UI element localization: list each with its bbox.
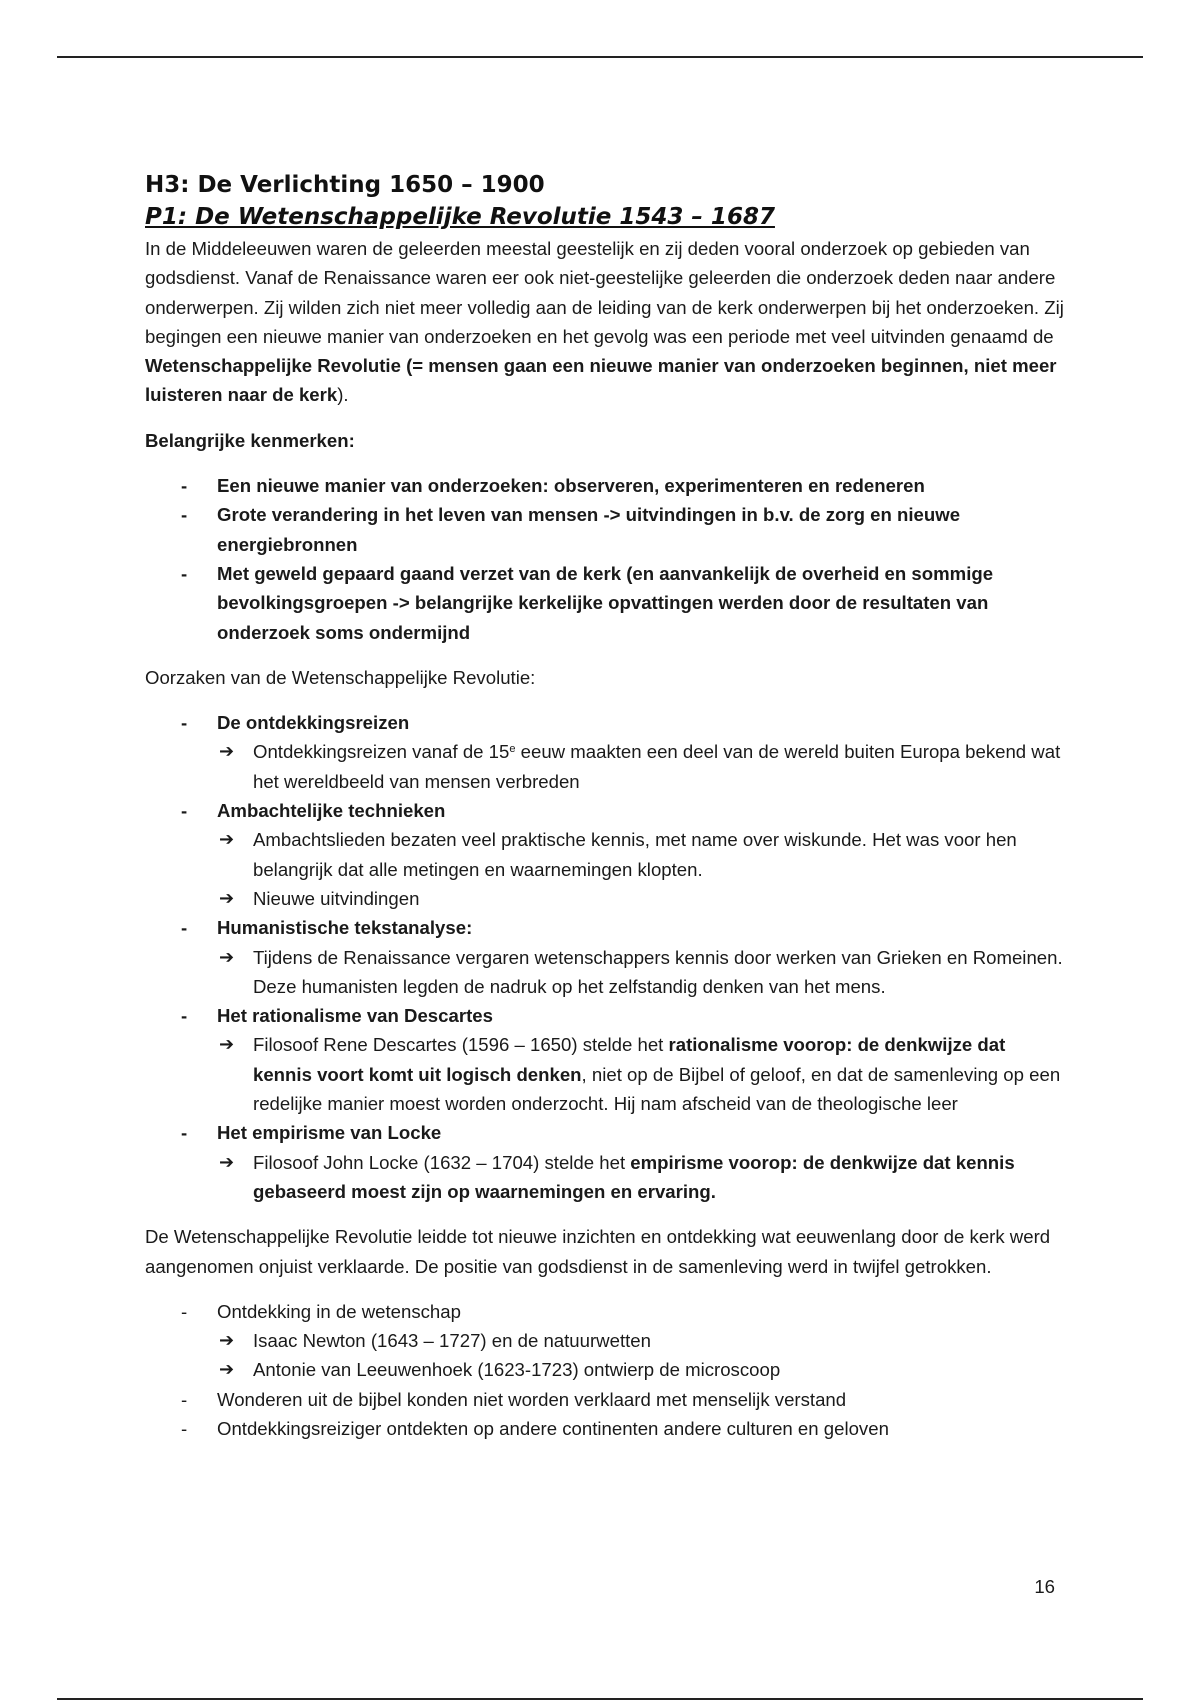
oorzaak-title: Het empirisme van Locke bbox=[217, 1122, 442, 1144]
sub-item-bold: empirisme voorop: de denkwijze dat kennis gebaseerd moest zijn op waarnemingen en ervaring. bbox=[253, 1151, 1015, 1202]
list-item-text: Een nieuwe manier van onderzoeken: observeren, experimenteren en redeneren bbox=[217, 475, 925, 497]
list-item-text: Grote verandering in het leven van mensen -> uitvindingen in b.v. de zorg en nieuwe energiebronnen bbox=[217, 504, 961, 555]
sub-item bbox=[217, 943, 1065, 1002]
section-title: P1: De Wetenschappelijke Revolutie 1543 – 1687 bbox=[145, 204, 775, 230]
sub-item-text: Antonie van Leeuwenhoek (1623-1723) ontwierp de microscoop bbox=[253, 1359, 781, 1381]
dash-bullet: - bbox=[181, 475, 188, 497]
page-number: 16 bbox=[1034, 1576, 1055, 1597]
sub-item-bold: rationalisme voorop: de denkwijze dat kennis voort komt uit logisch denken bbox=[253, 1034, 1006, 1085]
arrow-right-icon: ➔ bbox=[219, 1151, 235, 1173]
sub-list bbox=[217, 1326, 1065, 1385]
oorzaak-title: Ambachtelijke technieken bbox=[217, 800, 446, 822]
arrow-right-icon: ➔ bbox=[219, 946, 235, 968]
sub-item bbox=[217, 884, 1065, 913]
kenmerken-list bbox=[145, 471, 1065, 647]
intro-bold-term: Wetenschappelijke Revolutie (= mensen gaan een nieuwe manier van onderzoeken beginnen, niet meer luisteren naar de kerk bbox=[145, 355, 1057, 406]
list-item bbox=[145, 1118, 1065, 1206]
list-item-text: Met geweld gepaard gaand verzet van de kerk (en aanvankelijk de overheid en sommige bevolkingsgroepen -> belangrijke kerkelijke opvattingen werden door de resultaten van onderzoek soms ondermijnd bbox=[217, 562, 994, 643]
arrow-right-icon: ➔ bbox=[219, 829, 235, 851]
arrow-right-icon: ➔ bbox=[219, 1359, 235, 1381]
dash-bullet: - bbox=[181, 504, 188, 526]
sub-item bbox=[217, 1326, 1065, 1355]
sub-item-text: Filosoof Rene Descartes (1596 – 1650) stelde het bbox=[253, 1034, 669, 1056]
list-item bbox=[145, 1385, 1065, 1414]
list-item-text: Ontdekkingsreiziger ontdekten op andere continenten andere culturen en geloven bbox=[217, 1417, 889, 1439]
header-rule bbox=[57, 56, 1143, 58]
list-item bbox=[145, 796, 1065, 913]
list-item bbox=[145, 500, 1065, 559]
sub-list bbox=[217, 943, 1065, 1002]
sub-list bbox=[217, 1148, 1065, 1207]
sub-item-text: Isaac Newton (1643 – 1727) en de natuurwetten bbox=[253, 1330, 651, 1352]
kenmerken-heading: Belangrijke kenmerken: bbox=[145, 429, 355, 451]
sub-item-text: Nieuwe uitvindingen bbox=[253, 887, 420, 909]
sub-list bbox=[217, 1030, 1065, 1118]
gevolg-paragraph: De Wetenschappelijke Revolutie leidde tot nieuwe inzichten en ontdekking wat eeuwenlang door de kerk werd aangenomen onjuist verklaarde. De positie van godsdienst in de samenleving werd in twijfel getrokken. bbox=[145, 1226, 1051, 1277]
document-page bbox=[145, 170, 1065, 1459]
arrow-right-icon: ➔ bbox=[219, 741, 235, 763]
dash-bullet: - bbox=[181, 562, 188, 584]
dash-bullet: - bbox=[181, 1005, 188, 1027]
dash-bullet: - bbox=[181, 917, 188, 939]
sub-item bbox=[217, 1148, 1065, 1207]
list-item bbox=[145, 1414, 1065, 1443]
list-item-text: Ontdekking in de wetenschap bbox=[217, 1300, 461, 1322]
list-item bbox=[145, 708, 1065, 796]
arrow-right-icon: ➔ bbox=[219, 1330, 235, 1352]
list-item-text: Wonderen uit de bijbel konden niet worden verklaard met menselijk verstand bbox=[217, 1388, 847, 1410]
ontdekkingen-list bbox=[145, 1297, 1065, 1443]
dash-bullet: - bbox=[181, 1388, 188, 1410]
oorzaken-list bbox=[145, 708, 1065, 1206]
sub-item-text: eeuw maakten een deel van de wereld buiten Europa bekend wat het wereldbeeld van mensen verbreden bbox=[253, 741, 1061, 792]
list-item bbox=[145, 1297, 1065, 1385]
sub-item-text: Ontdekkingsreizen vanaf de 15 bbox=[253, 741, 510, 763]
sub-list bbox=[217, 825, 1065, 913]
dash-bullet: - bbox=[181, 1300, 188, 1322]
intro-paragraph bbox=[145, 234, 1065, 410]
intro-end: ). bbox=[337, 384, 349, 406]
intro-text: In de Middeleeuwen waren de geleerden meestal geestelijk en zij deden vooral onderzoek op gebieden van godsdienst. Vanaf de Renaissance waren eer ook niet-geestelijke geleerden die onderzoek deden naar andere onderwerpen. Zij wilden zich niet meer volledig aan de leiding van de kerk onderwerpen bij het onderzoeken. Zij begingen een nieuwe manier van onderzoeken en het gevolg was een periode met veel uitvinden genaamd de bbox=[145, 238, 1064, 347]
oorzaak-title: Humanistische tekstanalyse: bbox=[217, 917, 473, 939]
dash-bullet: - bbox=[181, 1417, 188, 1439]
dash-bullet: - bbox=[181, 1122, 188, 1144]
oorzaken-heading: Oorzaken van de Wetenschappelijke Revolutie: bbox=[145, 666, 536, 688]
oorzaak-title: De ontdekkingsreizen bbox=[217, 712, 410, 734]
list-item bbox=[145, 559, 1065, 647]
sub-list bbox=[217, 737, 1065, 796]
list-item bbox=[145, 913, 1065, 1001]
sub-item-text: Tijdens de Renaissance vergaren wetenschappers kennis door werken van Grieken en Romeinen. Deze humanisten legden de nadruk op het zelfstandig denken van het mens. bbox=[253, 946, 1063, 997]
sub-item-text: Ambachtslieden bezaten veel praktische kennis, met name over wiskunde. Het was voor hen belangrijk dat alle metingen en waarnemingen klopten. bbox=[253, 829, 1017, 880]
sub-item-text: , niet op de Bijbel of geloof, en dat de samenleving op een redelijke manier moest worden onderzocht. Hij nam afscheid van de theologische leer bbox=[253, 1063, 1061, 1115]
dash-bullet: - bbox=[181, 800, 188, 822]
sub-item bbox=[217, 737, 1065, 796]
sub-item bbox=[217, 825, 1065, 884]
list-item bbox=[145, 1001, 1065, 1118]
superscript: e bbox=[509, 743, 516, 756]
sub-item bbox=[217, 1030, 1065, 1118]
oorzaak-title: Het rationalisme van Descartes bbox=[217, 1005, 493, 1027]
arrow-right-icon: ➔ bbox=[219, 1034, 235, 1056]
chapter-title: H3: De Verlichting 1650 – 1900 bbox=[145, 172, 545, 198]
list-item bbox=[145, 471, 1065, 500]
sub-item-text: Filosoof John Locke (1632 – 1704) stelde het bbox=[253, 1151, 631, 1173]
dash-bullet: - bbox=[181, 712, 188, 734]
arrow-right-icon: ➔ bbox=[219, 887, 235, 909]
sub-item bbox=[217, 1355, 1065, 1384]
